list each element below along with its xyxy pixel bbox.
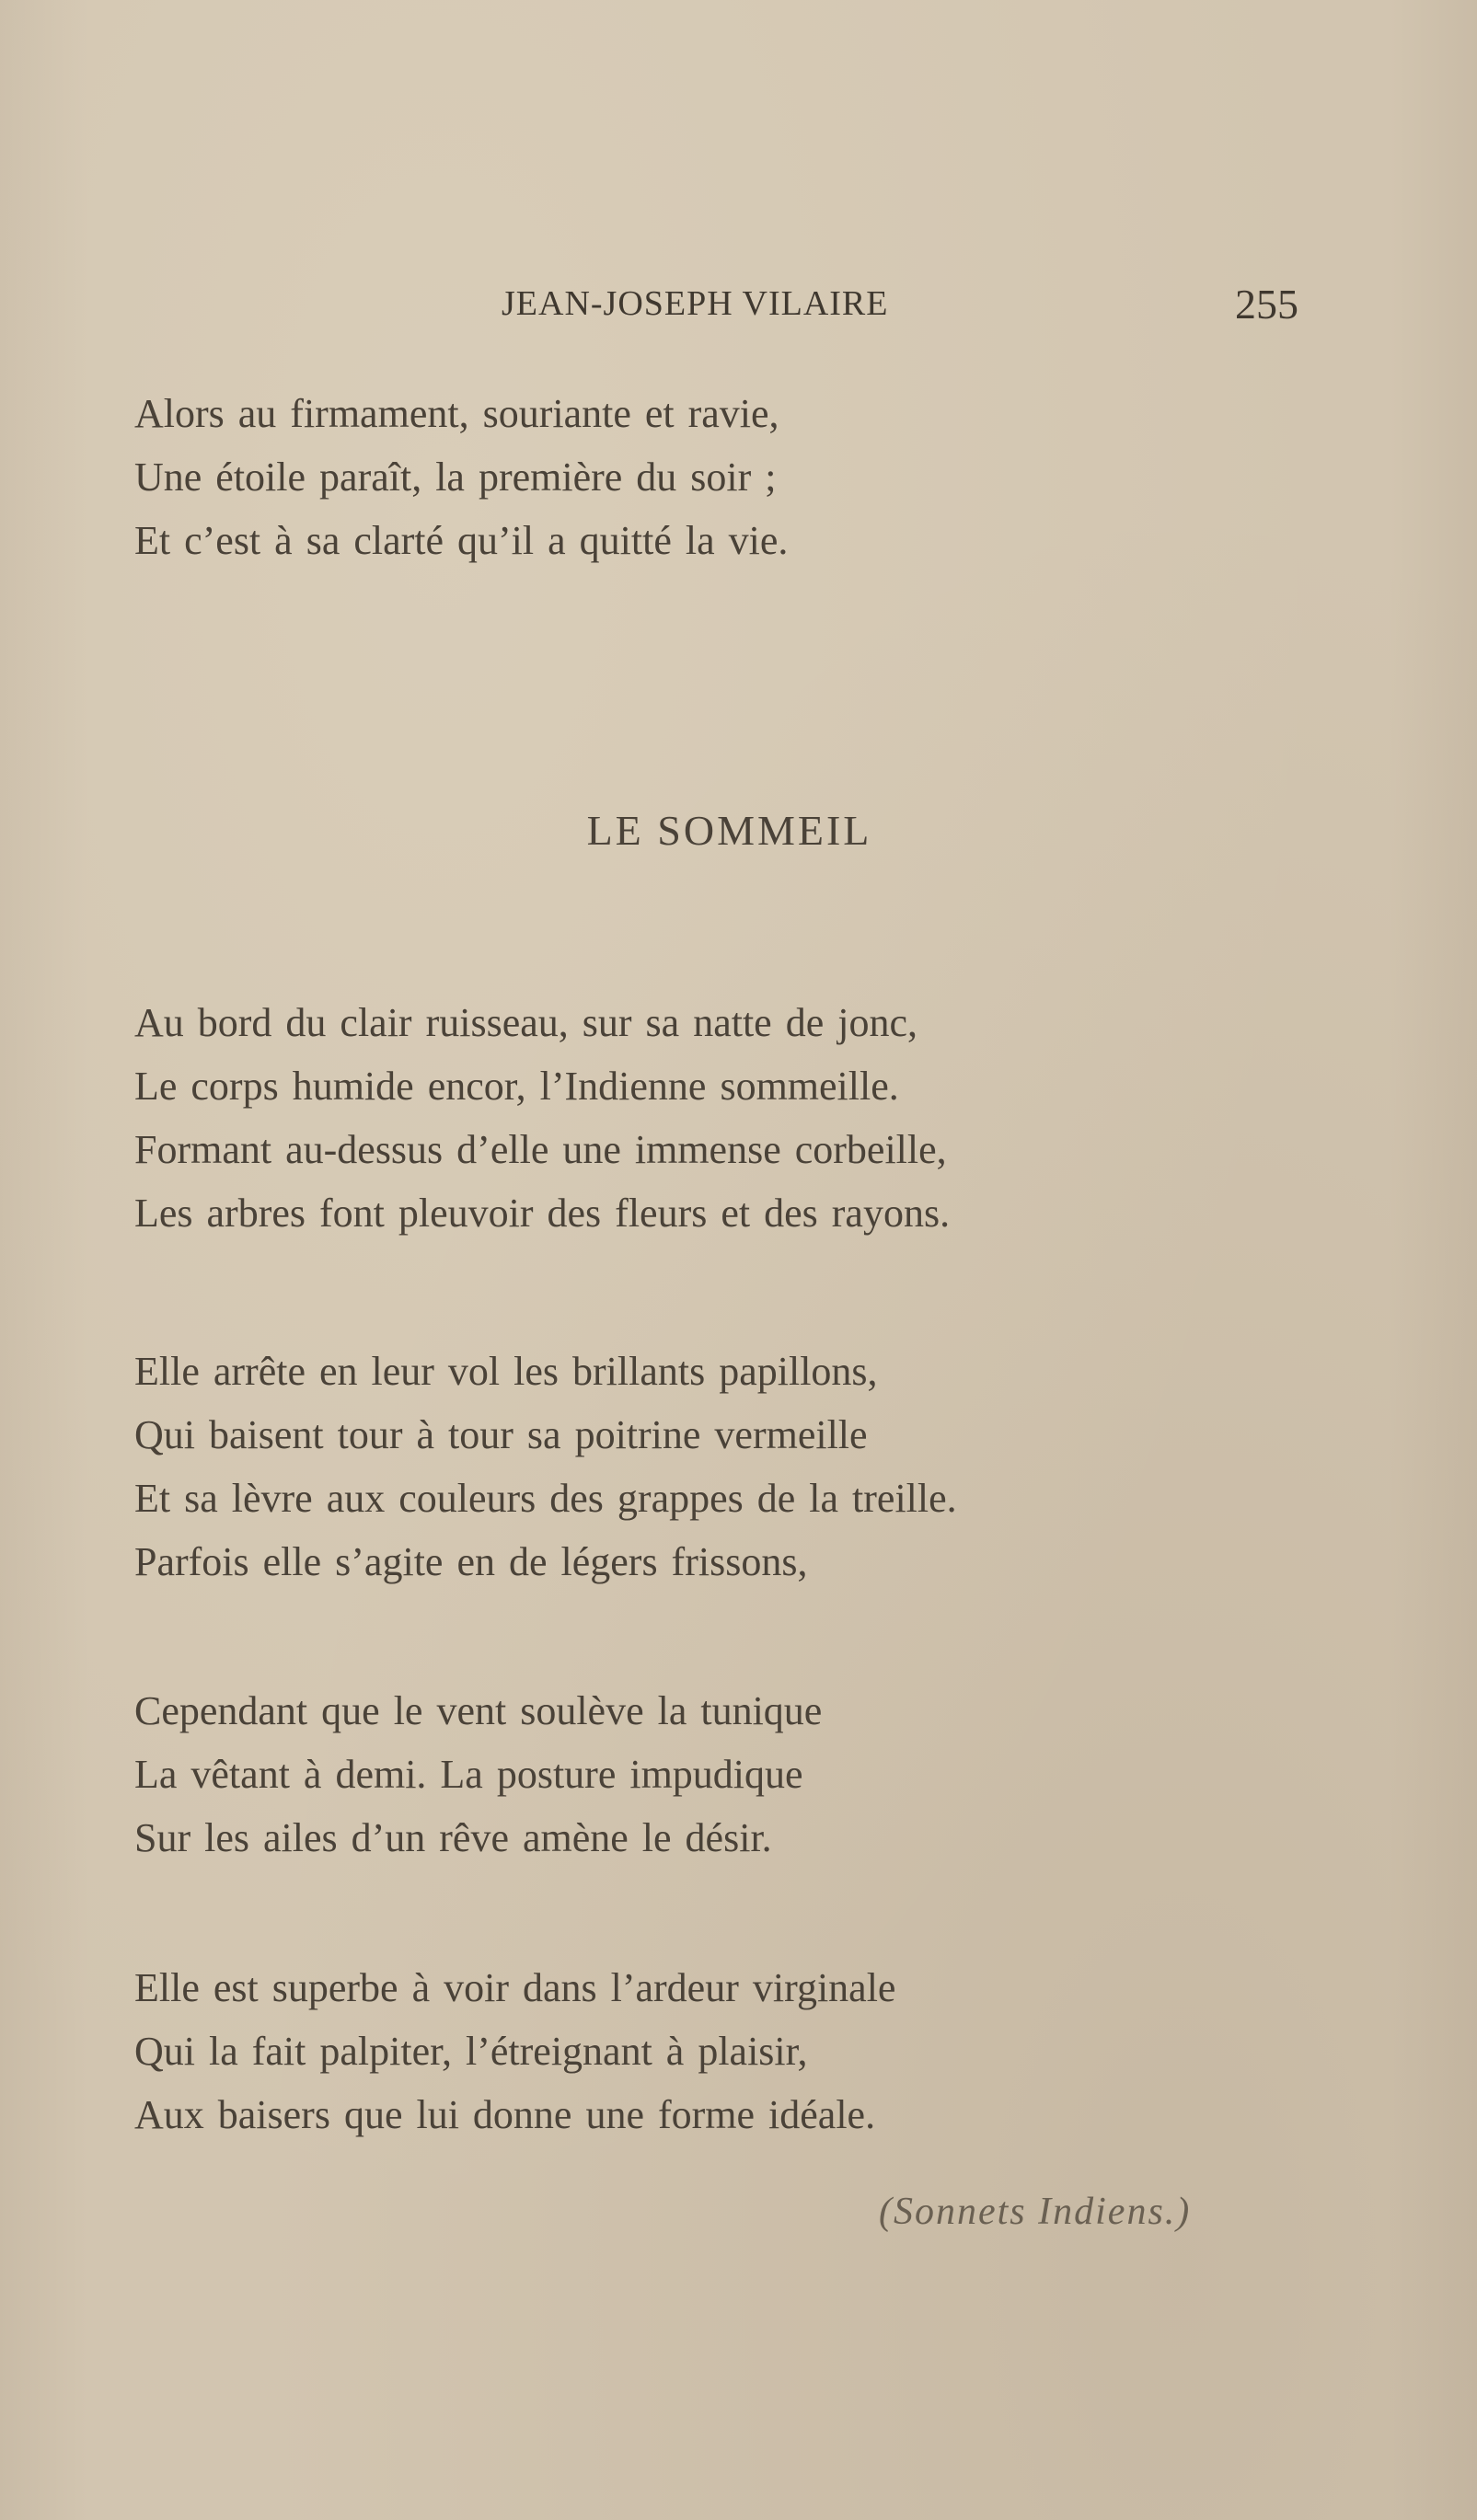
- verse-line: Et c’est à sa clarté qu’il a quitté la vie.: [134, 518, 789, 563]
- running-title: JEAN-JOSEPH VILAIRE: [502, 284, 889, 323]
- verse-line: Parfois elle s’agite en de légers frissons,: [134, 1539, 808, 1584]
- verse-line: Le corps humide encor, l’Indienne sommeille.: [134, 1064, 899, 1109]
- stanza-1: [134, 991, 950, 1245]
- verse-line: Qui baisent tour à tour sa poitrine vermeille: [134, 1412, 868, 1457]
- verse-line: La vêtant à demi. La posture impudique: [134, 1752, 803, 1797]
- verse-line: Une étoile paraît, la première du soir ;: [134, 455, 777, 500]
- stanza-3: [134, 1679, 822, 1870]
- stanza-4: [134, 1956, 895, 2146]
- poem-title-text: LE SOMMEIL: [586, 807, 872, 854]
- verse-line: Formant au-dessus d’elle une immense corbeille,: [134, 1127, 947, 1172]
- verse-line: Qui la fait palpiter, l’étreignant à plaisir,: [134, 2029, 808, 2074]
- verse-line: Et sa lèvre aux couleurs des grappes de la treille.: [134, 1476, 957, 1521]
- verse-line: Alors au firmament, souriante et ravie,: [134, 391, 779, 436]
- verse-line: Les arbres font pleuvoir des fleurs et des rayons.: [134, 1191, 951, 1236]
- page-number: 255: [1235, 281, 1298, 328]
- poem-title: [0, 806, 1477, 855]
- source-attribution: (Sonnets Indiens.): [879, 2191, 1192, 2233]
- verse-line: Cependant que le vent soulève la tunique: [134, 1688, 823, 1733]
- verse-line: Elle arrête en leur vol les brillants papillons,: [134, 1349, 878, 1394]
- stanza-2: [134, 1340, 957, 1594]
- verse-line: Sur les ailes d’un rêve amène le désir.: [134, 1815, 772, 1860]
- running-head: [0, 283, 1477, 339]
- verse-line: Au bord du clair ruisseau, sur sa natte de jonc,: [134, 1000, 917, 1045]
- verse-line: Elle est superbe à voir dans l’ardeur virginale: [134, 1965, 896, 2010]
- previous-poem-stanza: [134, 382, 788, 572]
- verse-line: Aux baisers que lui donne une forme idéale.: [134, 2092, 876, 2137]
